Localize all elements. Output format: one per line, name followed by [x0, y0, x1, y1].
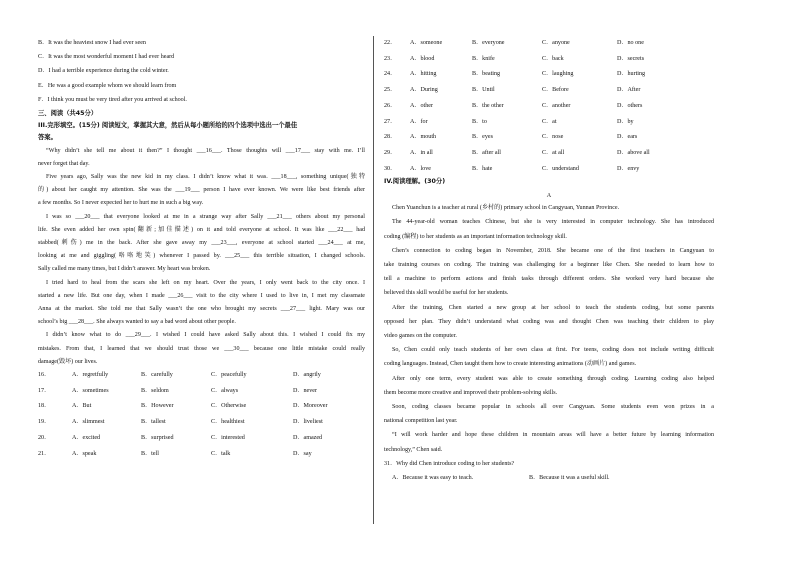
option-a[interactable]: A．sometimes: [72, 387, 109, 394]
question-number: 22．: [384, 40, 397, 46]
option-line: C．It was the most wonderful moment I had ever heard: [38, 54, 175, 61]
passage-line: After only one term, every student was able to create something through coding. Learning coding also helped: [392, 375, 714, 382]
option-b[interactable]: B．surprised: [141, 434, 174, 441]
option-c[interactable]: C．Otherwise: [211, 403, 247, 410]
option-d[interactable]: D．amazed: [293, 434, 323, 441]
option-b[interactable]: B．tallest: [141, 419, 166, 426]
option-a[interactable]: A．Because it was easy to teach.: [392, 475, 474, 482]
answer-row: [38, 417, 365, 427]
passage-line: life. She even added her own spin(翻新;加佳描述) on it and told everyone at school. It was like ___22___ had: [38, 226, 365, 233]
passage-line: stabbed(刺伤) me in the back. After she gave away my ___23___, everyone at school started ___24___ at me,: [38, 240, 365, 247]
option-b[interactable]: B．to: [472, 118, 487, 125]
answer-row: [384, 85, 714, 95]
passage-line: opposed her plan. They didn’t understand what coding was and thought Chen was teaching their children to play: [384, 318, 714, 325]
question-number: 23．: [384, 55, 397, 62]
option-d[interactable]: D．angrily: [293, 372, 321, 379]
passage-line: I was so ___20___ that everyone looked at me in a strange way after Sally ___21___ others about my personal: [46, 213, 365, 220]
passage-line: Anna at the market. She told me that Sally wasn’t the one who brought my secrets ___27___ light. Mary was our: [38, 306, 365, 313]
passage-line: Chen Yuanchun is a teacher at rural (乡村的) primary school in Cangyuan, Yunnan Province.: [392, 205, 620, 212]
option-c[interactable]: C．understand: [542, 165, 579, 172]
question-number: 27．: [384, 118, 397, 125]
question-number: 19．: [38, 419, 51, 426]
option-b[interactable]: B．seldom: [141, 387, 169, 394]
option-c[interactable]: C．back: [542, 55, 564, 62]
answer-options-left: [38, 370, 365, 459]
passage-line: damage(毁坏) our lives.: [38, 358, 98, 365]
passage-line: national competition last year.: [384, 418, 458, 425]
option-a[interactable]: A．blood: [410, 55, 435, 62]
passage-line: mistakes. From that, I learned that we should trust those we ___30___ because one little mistake could really: [38, 345, 365, 352]
question-31-stem: 31．Why did Chen introduce coding to her students?: [384, 460, 515, 467]
passage-line: I tried hard to heal from the scars she left on my heart. Over the years, I only went back to the city once. I: [46, 279, 365, 286]
option-b[interactable]: B．the other: [472, 102, 504, 109]
question-number: 18．: [38, 403, 51, 410]
option-c[interactable]: C．healthiest: [211, 419, 245, 426]
answer-row: [384, 132, 714, 142]
passage-line: So, Chen could only teach students of her own class at first. For teens, coding does not include writing difficult: [392, 347, 714, 354]
passage-line: I didn’t know what to do ___29___. I wished I could have asked Sally about this. I wished I could fix my: [46, 332, 365, 339]
option-c[interactable]: C．at: [542, 118, 557, 125]
question-number: 21．: [38, 450, 51, 457]
question-number: 16．: [38, 372, 51, 379]
answer-row: [38, 386, 365, 396]
option-b[interactable]: B．hate: [472, 165, 493, 172]
option-a[interactable]: A．excited: [72, 434, 101, 441]
passage-line: Five years ago, Sally was the new kid in my class. I didn’t know what it was. ___18___, something unique(独特: [46, 174, 365, 181]
option-c[interactable]: C．nose: [542, 134, 564, 141]
passage-line: believed this skill would be useful for her students.: [384, 290, 509, 297]
option-a[interactable]: A．hitting: [410, 71, 437, 78]
option-line: B．It was the heaviest snow I had ever seen: [38, 40, 146, 46]
passage-line: “Why didn’t she tell me about it then?” I thought ___16___. Those thoughts will ___17___ stay with me. I’ll: [46, 147, 365, 154]
question-number: 28．: [384, 134, 397, 141]
passage-line: tell a machine to perform actions and finish tasks through different orders. She worked very hard because she: [384, 276, 714, 283]
option-b[interactable]: B．Until: [472, 87, 495, 94]
answer-row: [384, 54, 714, 64]
option-c[interactable]: C．another: [542, 102, 571, 109]
option-a[interactable]: A．love: [410, 165, 431, 172]
option-d[interactable]: D．envy: [617, 165, 640, 172]
answer-options-right: [384, 38, 714, 174]
passage-line: never forget that day.: [38, 160, 90, 167]
reading-heading: IV.阅读理解。(30分): [384, 177, 446, 185]
option-a[interactable]: A．speak: [72, 450, 97, 457]
passage-line: 的) about her caught my attention. She was the ___19___ person I have ever known. We were like best friends after: [38, 187, 365, 194]
option-c[interactable]: C．Before: [542, 87, 569, 94]
option-c[interactable]: C．anyone: [542, 40, 570, 46]
option-b[interactable]: B．everyone: [472, 40, 505, 46]
answer-row: [38, 449, 365, 459]
option-d[interactable]: D．After: [617, 87, 641, 94]
option-line: F．I think you must be very tired after you arrived at school.: [38, 96, 187, 103]
option-d[interactable]: D．liveliest: [293, 419, 323, 426]
question-number: 17．: [38, 387, 51, 394]
answer-row: [384, 101, 714, 111]
option-c[interactable]: C．always: [211, 387, 239, 394]
answer-row: [38, 433, 365, 443]
option-c[interactable]: C．laughing: [542, 71, 574, 78]
option-d[interactable]: D．say: [293, 450, 312, 457]
passage-line: a few months. So I never expected her to hurt me in such a big way.: [38, 200, 204, 207]
question-31-options: [384, 473, 714, 483]
answer-row: [38, 370, 365, 380]
passage-line: “I will work harder and hope these children in mountain areas will have a better future by learning information: [392, 432, 714, 439]
question-number: 30．: [384, 165, 397, 172]
passage-line: After the training, Chen started a new group at her school to teach the students coding, but some parents: [392, 304, 714, 311]
option-b[interactable]: B．eyes: [472, 134, 493, 141]
option-c[interactable]: C．at all: [542, 149, 565, 156]
option-d[interactable]: D．ears: [617, 134, 638, 141]
answer-row: [384, 69, 714, 79]
passage-line: take training courses on coding. The training was challenging for a beginner like Chen. She needed to learn how to: [384, 262, 714, 269]
answer-row: [384, 148, 714, 158]
option-d[interactable]: D．hurting: [617, 71, 646, 78]
passage-line: Sally called me many times, but I didn’t answer. My heart was broken.: [38, 266, 211, 273]
section-heading: 三、阅读（共45分）: [38, 110, 98, 118]
passage-label: A: [546, 193, 552, 200]
option-b[interactable]: B．Because it was a useful skill.: [529, 475, 610, 482]
option-a[interactable]: A．someone: [410, 40, 443, 46]
passage-line: started a new life. But one day, when I made ___26___ visit to the city where I used to live in, I met my classmate: [38, 292, 365, 299]
option-a[interactable]: A．in all: [410, 149, 433, 156]
option-a[interactable]: A．other: [410, 102, 434, 109]
option-a[interactable]: A．slimmest: [72, 419, 105, 426]
cloze-instruction-cont: 答案。: [38, 134, 57, 142]
passage-line: school’s big ___28___. She always wanted to say a bad word about other people.: [38, 319, 236, 326]
option-d[interactable]: D．by: [617, 118, 634, 125]
answer-row: [38, 401, 365, 411]
option-line: E．He was a good example whom we should learn from: [38, 82, 177, 89]
question-number: 20．: [38, 434, 51, 441]
passage-line: them become more creative and improved their problem-solving skills.: [384, 389, 558, 396]
option-d[interactable]: D．never: [293, 387, 318, 394]
option-d[interactable]: D．Moreover: [293, 403, 328, 410]
passage-line: technology,” Chen said.: [384, 446, 443, 453]
option-d[interactable]: D．secrets: [617, 55, 645, 62]
answer-row: [384, 117, 714, 127]
option-d[interactable]: D．above all: [617, 149, 650, 156]
passage-line: coding languages. Instead, Chen taught them how to create interesting animations (动画片) and games.: [384, 361, 637, 368]
passage-line: The 44-year-old woman teaches Chinese, but she is very interested in computer technology. She has introduced: [392, 219, 714, 226]
option-a[interactable]: A．for: [410, 118, 428, 125]
column-divider: [373, 36, 374, 524]
passage-line: video games on the computer.: [384, 333, 457, 340]
passage-line: Chen’s connection to coding began in November, 2018. She became one of the first teachers in Cangyuan to: [392, 247, 714, 254]
option-a[interactable]: A．But: [72, 403, 92, 410]
option-line: D．I had a terrible experience during the cold winter.: [38, 68, 169, 75]
question-number: 26．: [384, 102, 397, 109]
option-b[interactable]: B．tell: [141, 450, 159, 457]
cloze-instruction: III.完形填空。(15分) 阅读短文，掌握其大意，然后从每小题所给的四个选项中选出一个最佳: [38, 122, 298, 130]
option-a[interactable]: A．regretfully: [72, 372, 109, 379]
option-b[interactable]: B．However: [141, 403, 174, 410]
question-number: 25．: [384, 87, 397, 94]
right-column: [384, 38, 714, 483]
passage-line: coding (编程) to her students as an important information technology skill.: [384, 233, 567, 240]
option-d[interactable]: D．others: [617, 102, 643, 109]
option-b[interactable]: B．carefully: [141, 372, 173, 379]
question-number: 24．: [384, 71, 397, 78]
answer-row: [384, 164, 714, 174]
option-c[interactable]: C．talk: [211, 450, 231, 457]
left-column: [38, 38, 365, 459]
reading-passage: [384, 203, 714, 455]
option-d[interactable]: D．no one: [617, 40, 644, 46]
option-b[interactable]: B．knife: [472, 55, 495, 62]
option-a[interactable]: A．During: [410, 87, 438, 94]
passage-line: looking at me and giggling(咯咯地笑) whenever I passed by. ___25___ this terrible situation, I changed schools.: [38, 253, 365, 260]
option-b[interactable]: B．after all: [472, 149, 501, 156]
question-number: 29．: [384, 149, 397, 156]
option-c[interactable]: C．interested: [211, 434, 245, 441]
passage-line: Soon, coding classes became popular in schools all over Cangyuan. Some students even won prizes in a: [392, 404, 714, 411]
option-a[interactable]: A．mouth: [410, 134, 437, 141]
cloze-passage: [38, 146, 365, 367]
answer-row: [384, 38, 714, 48]
option-c[interactable]: C．peacefully: [211, 372, 247, 379]
option-b[interactable]: B．beating: [472, 71, 501, 78]
